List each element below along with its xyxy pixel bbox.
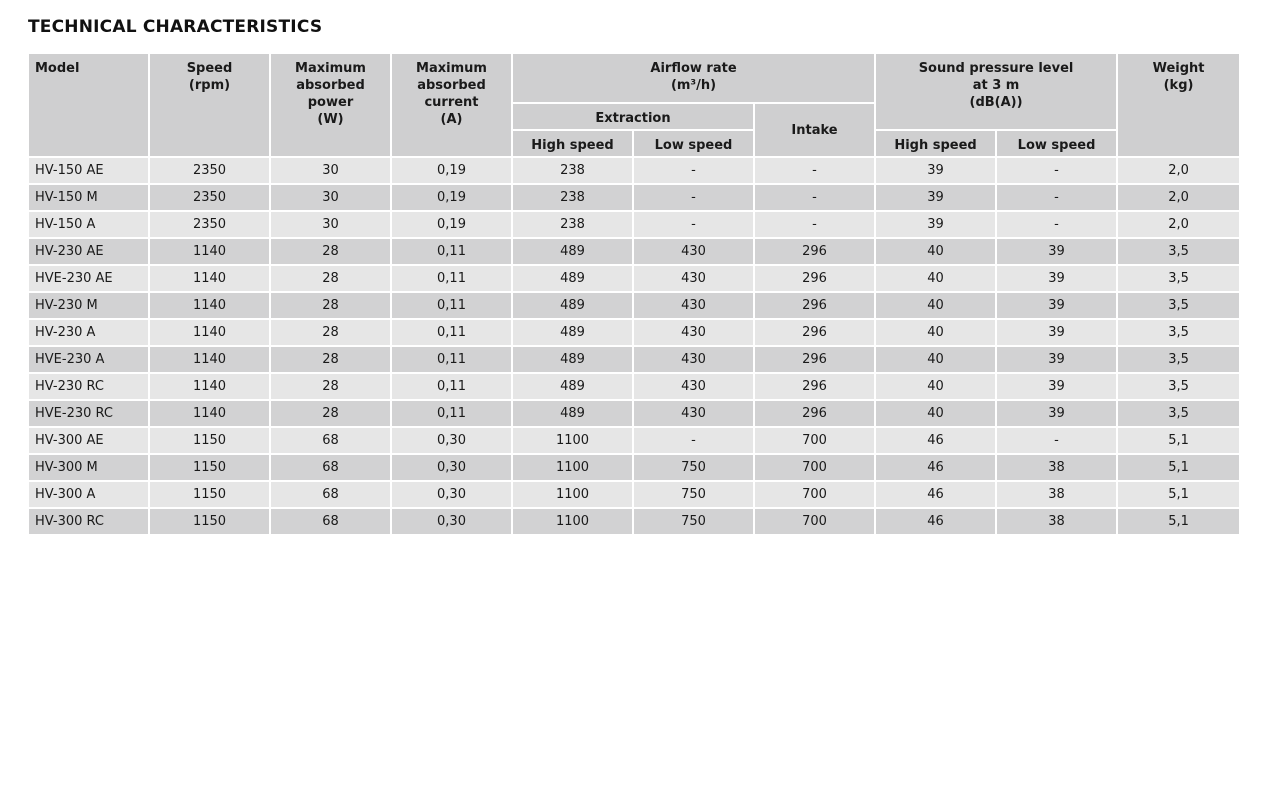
cell-speed: 1140: [149, 238, 270, 265]
header-high-speed-label: High speed: [531, 137, 614, 153]
cell-speed: 1140: [149, 265, 270, 292]
cell-speed: 1140: [149, 346, 270, 373]
cell-sound-high: 40: [875, 265, 996, 292]
cell-extraction-high: 238: [512, 157, 633, 184]
cell-power: 28: [270, 238, 391, 265]
cell-current: 0,11: [391, 400, 512, 427]
cell-current: 0,19: [391, 184, 512, 211]
header-current-unit: (A): [440, 112, 463, 127]
cell-speed: 1140: [149, 400, 270, 427]
cell-model: HV-230 AE: [28, 238, 149, 265]
cell-extraction-high: 1100: [512, 454, 633, 481]
cell-sound-high: 40: [875, 400, 996, 427]
header-speed-line: Speed: [186, 61, 233, 76]
header-extraction: [512, 103, 754, 130]
header-high-speed-label: High speed: [894, 137, 977, 153]
cell-weight: 3,5: [1117, 292, 1240, 319]
cell-weight: 3,5: [1117, 319, 1240, 346]
header-sound-high-speed: [875, 130, 996, 157]
table-row: [28, 400, 1240, 427]
cell-intake: 296: [754, 238, 875, 265]
header-sound-unit: (dB(A)): [969, 95, 1023, 110]
cell-sound-high: 40: [875, 292, 996, 319]
cell-sound-low: -: [996, 211, 1117, 238]
cell-sound-high: 40: [875, 238, 996, 265]
header-sound-line: at 3 m: [972, 78, 1020, 93]
header-intake: [754, 103, 875, 157]
header-airflow: [512, 53, 875, 103]
header-sound-low-speed: [996, 130, 1117, 157]
cell-sound-high: 39: [875, 157, 996, 184]
cell-sound-high: 46: [875, 427, 996, 454]
cell-extraction-high: 1100: [512, 481, 633, 508]
cell-intake: 296: [754, 265, 875, 292]
cell-weight: 2,0: [1117, 157, 1240, 184]
cell-sound-high: 46: [875, 481, 996, 508]
cell-current: 0,11: [391, 319, 512, 346]
cell-extraction-low: 430: [633, 373, 754, 400]
cell-extraction-high: 489: [512, 346, 633, 373]
header-airflow-line: Airflow rate: [650, 61, 737, 76]
header-low-speed-label: Low speed: [654, 137, 733, 153]
header-power-line: Maximum: [295, 61, 366, 76]
cell-extraction-low: 750: [633, 454, 754, 481]
header-extraction-high-speed: [512, 130, 633, 157]
header-weight-unit: (kg): [1163, 78, 1194, 93]
cell-weight: 3,5: [1117, 265, 1240, 292]
cell-intake: 296: [754, 373, 875, 400]
table-row: [28, 373, 1240, 400]
cell-current: 0,19: [391, 211, 512, 238]
cell-sound-low: 39: [996, 319, 1117, 346]
cell-extraction-high: 1100: [512, 427, 633, 454]
cell-intake: 296: [754, 400, 875, 427]
cell-power: 30: [270, 184, 391, 211]
cell-intake: 700: [754, 508, 875, 535]
cell-model: HV-300 A: [28, 481, 149, 508]
table-row: [28, 184, 1240, 211]
cell-power: 68: [270, 481, 391, 508]
cell-weight: 2,0: [1117, 211, 1240, 238]
cell-model: HV-230 RC: [28, 373, 149, 400]
cell-extraction-high: 489: [512, 292, 633, 319]
cell-extraction-high: 489: [512, 238, 633, 265]
cell-model: HVE-230 AE: [28, 265, 149, 292]
cell-extraction-high: 489: [512, 400, 633, 427]
cell-speed: 1140: [149, 373, 270, 400]
cell-extraction-low: 750: [633, 508, 754, 535]
cell-extraction-high: 489: [512, 319, 633, 346]
cell-extraction-low: 430: [633, 238, 754, 265]
header-power-unit: (W): [317, 112, 344, 127]
cell-sound-low: -: [996, 157, 1117, 184]
cell-power: 28: [270, 319, 391, 346]
cell-current: 0,11: [391, 346, 512, 373]
cell-speed: 1150: [149, 454, 270, 481]
cell-speed: 2350: [149, 211, 270, 238]
cell-power: 30: [270, 211, 391, 238]
cell-current: 0,11: [391, 292, 512, 319]
header-model: [28, 53, 149, 157]
cell-extraction-high: 489: [512, 265, 633, 292]
header-model-label: Model: [35, 61, 80, 76]
cell-current: 0,19: [391, 157, 512, 184]
cell-extraction-high: 238: [512, 211, 633, 238]
cell-sound-low: -: [996, 184, 1117, 211]
cell-power: 28: [270, 292, 391, 319]
cell-weight: 5,1: [1117, 454, 1240, 481]
cell-current: 0,30: [391, 481, 512, 508]
cell-extraction-low: 430: [633, 400, 754, 427]
cell-sound-low: 38: [996, 508, 1117, 535]
cell-weight: 3,5: [1117, 400, 1240, 427]
cell-sound-low: 38: [996, 481, 1117, 508]
cell-model: HV-230 M: [28, 292, 149, 319]
table-row: [28, 157, 1240, 184]
cell-power: 30: [270, 157, 391, 184]
cell-model: HVE-230 A: [28, 346, 149, 373]
cell-model: HV-150 M: [28, 184, 149, 211]
cell-sound-low: 39: [996, 238, 1117, 265]
cell-power: 68: [270, 508, 391, 535]
cell-model: HV-300 M: [28, 454, 149, 481]
header-power-line: power: [307, 95, 354, 110]
cell-speed: 1150: [149, 481, 270, 508]
cell-extraction-low: 430: [633, 319, 754, 346]
header-extraction-low-speed: [633, 130, 754, 157]
cell-weight: 5,1: [1117, 427, 1240, 454]
cell-current: 0,30: [391, 508, 512, 535]
cell-extraction-low: 430: [633, 265, 754, 292]
cell-extraction-high: 489: [512, 373, 633, 400]
cell-power: 28: [270, 400, 391, 427]
cell-current: 0,11: [391, 265, 512, 292]
cell-intake: 296: [754, 346, 875, 373]
cell-weight: 3,5: [1117, 238, 1240, 265]
cell-power: 28: [270, 346, 391, 373]
cell-current: 0,30: [391, 454, 512, 481]
cell-weight: 5,1: [1117, 481, 1240, 508]
cell-model: HV-300 RC: [28, 508, 149, 535]
cell-sound-low: 39: [996, 346, 1117, 373]
header-airflow-unit: (m³/h): [670, 78, 717, 93]
cell-weight: 3,5: [1117, 373, 1240, 400]
cell-model: HV-230 A: [28, 319, 149, 346]
header-current: [391, 53, 512, 157]
cell-model: HV-150 A: [28, 211, 149, 238]
cell-power: 28: [270, 373, 391, 400]
cell-speed: 1150: [149, 508, 270, 535]
cell-model: HV-300 AE: [28, 427, 149, 454]
table-body: [28, 157, 1240, 535]
table-row: [28, 319, 1240, 346]
cell-current: 0,11: [391, 238, 512, 265]
table-row: [28, 292, 1240, 319]
cell-sound-high: 39: [875, 184, 996, 211]
cell-extraction-high: 1100: [512, 508, 633, 535]
cell-intake: 700: [754, 427, 875, 454]
cell-extraction-low: 750: [633, 481, 754, 508]
cell-intake: -: [754, 211, 875, 238]
cell-power: 28: [270, 265, 391, 292]
cell-intake: 296: [754, 292, 875, 319]
cell-current: 0,11: [391, 373, 512, 400]
cell-speed: 1140: [149, 292, 270, 319]
table-row: [28, 508, 1240, 535]
cell-intake: -: [754, 184, 875, 211]
cell-sound-low: 39: [996, 373, 1117, 400]
header-power: [270, 53, 391, 157]
table-row: [28, 265, 1240, 292]
cell-intake: 296: [754, 319, 875, 346]
cell-power: 68: [270, 427, 391, 454]
cell-sound-high: 40: [875, 373, 996, 400]
cell-extraction-low: 430: [633, 292, 754, 319]
page-title: TECHNICAL CHARACTERISTICS: [28, 17, 323, 37]
cell-model: HVE-230 RC: [28, 400, 149, 427]
table-row: [28, 481, 1240, 508]
cell-intake: 700: [754, 454, 875, 481]
header-intake-label: Intake: [791, 122, 838, 138]
cell-weight: 2,0: [1117, 184, 1240, 211]
header-low-speed-label: Low speed: [1017, 137, 1096, 153]
header-current-line: absorbed: [417, 78, 486, 93]
cell-speed: 2350: [149, 157, 270, 184]
cell-sound-high: 40: [875, 319, 996, 346]
cell-intake: 700: [754, 481, 875, 508]
cell-weight: 5,1: [1117, 508, 1240, 535]
header-extraction-label: Extraction: [595, 110, 671, 126]
cell-sound-low: 39: [996, 265, 1117, 292]
cell-intake: -: [754, 157, 875, 184]
table-row: [28, 454, 1240, 481]
cell-speed: 1140: [149, 319, 270, 346]
cell-current: 0,30: [391, 427, 512, 454]
cell-sound-low: 39: [996, 400, 1117, 427]
table-row: [28, 211, 1240, 238]
header-current-line: current: [424, 95, 479, 110]
cell-speed: 1150: [149, 427, 270, 454]
header-sound: [875, 53, 1117, 130]
cell-sound-low: -: [996, 427, 1117, 454]
header-current-line: Maximum: [416, 61, 487, 76]
cell-power: 68: [270, 454, 391, 481]
cell-extraction-high: 238: [512, 184, 633, 211]
cell-sound-low: 38: [996, 454, 1117, 481]
header-power-line: absorbed: [296, 78, 365, 93]
cell-sound-high: 46: [875, 454, 996, 481]
cell-model: HV-150 AE: [28, 157, 149, 184]
header-speed: [149, 53, 270, 157]
technical-characteristics-table: [27, 52, 1241, 536]
cell-extraction-low: -: [633, 157, 754, 184]
cell-speed: 2350: [149, 184, 270, 211]
cell-extraction-low: -: [633, 427, 754, 454]
header-sound-line: Sound pressure level: [918, 61, 1074, 76]
cell-weight: 3,5: [1117, 346, 1240, 373]
cell-sound-high: 46: [875, 508, 996, 535]
table-row: [28, 427, 1240, 454]
cell-extraction-low: -: [633, 184, 754, 211]
table-row: [28, 238, 1240, 265]
cell-extraction-low: -: [633, 211, 754, 238]
cell-sound-low: 39: [996, 292, 1117, 319]
cell-sound-high: 40: [875, 346, 996, 373]
table-row: [28, 346, 1240, 373]
header-weight: [1117, 53, 1240, 157]
header-weight-line: Weight: [1152, 61, 1205, 76]
cell-extraction-low: 430: [633, 346, 754, 373]
header-speed-unit: (rpm): [188, 78, 231, 93]
cell-sound-high: 39: [875, 211, 996, 238]
